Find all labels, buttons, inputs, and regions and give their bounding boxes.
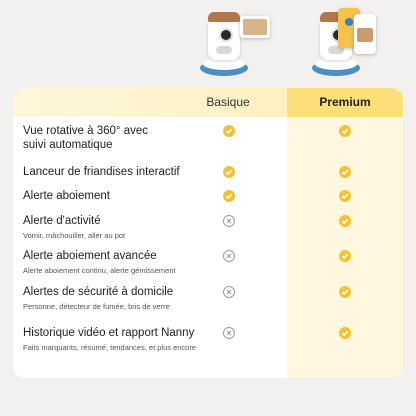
premium-column-title: Premium: [319, 95, 371, 109]
comparison-table: [13, 88, 403, 378]
feature-label: Historique vidéo et rapport Nanny: [23, 327, 195, 339]
feature-label: Lanceur de friandises interactif: [23, 166, 180, 178]
check-circle-icon: [339, 166, 351, 178]
phone-image: [240, 16, 270, 38]
camera-top: [208, 12, 240, 22]
feature-label: Alerte aboiement avancée: [23, 250, 157, 262]
check-circle-icon: [339, 286, 351, 298]
basic-column-title: Basique: [206, 95, 250, 109]
check-circle-icon: [223, 125, 235, 137]
feature-label: Alerte d'activité: [23, 215, 101, 227]
feature-description: Personne, détecteur de fumée, bris de verre: [23, 302, 170, 311]
camera-lens: [219, 28, 233, 42]
basic-product-image: [188, 6, 278, 86]
feature-description: Alerte aboiement continu, alerte gémissement: [23, 266, 176, 275]
check-circle-icon: [339, 190, 351, 202]
x-circle-icon: [223, 327, 235, 339]
x-circle-icon: [223, 286, 235, 298]
feature-label: Alerte aboiement: [23, 190, 110, 202]
phone-image-dog: [354, 14, 376, 54]
check-circle-icon: [339, 215, 351, 227]
check-circle-icon: [339, 250, 351, 262]
x-circle-icon: [223, 215, 235, 227]
treat-tosser: [216, 46, 232, 54]
check-circle-icon: [223, 190, 235, 202]
check-circle-icon: [339, 125, 351, 137]
feature-description: Vomir, mâchouiller, aller au pot: [23, 231, 126, 240]
premium-product-image: [300, 6, 390, 86]
feature-label: Vue rotative à 360° avec suivi automatique: [23, 125, 149, 151]
x-circle-icon: [223, 250, 235, 262]
feature-label: Alertes de sécurité à domicile: [23, 286, 174, 298]
feature-description: Faits marquants, résumé, tendances, et plus encore: [23, 343, 197, 352]
check-circle-icon: [339, 327, 351, 339]
check-circle-icon: [223, 166, 235, 178]
